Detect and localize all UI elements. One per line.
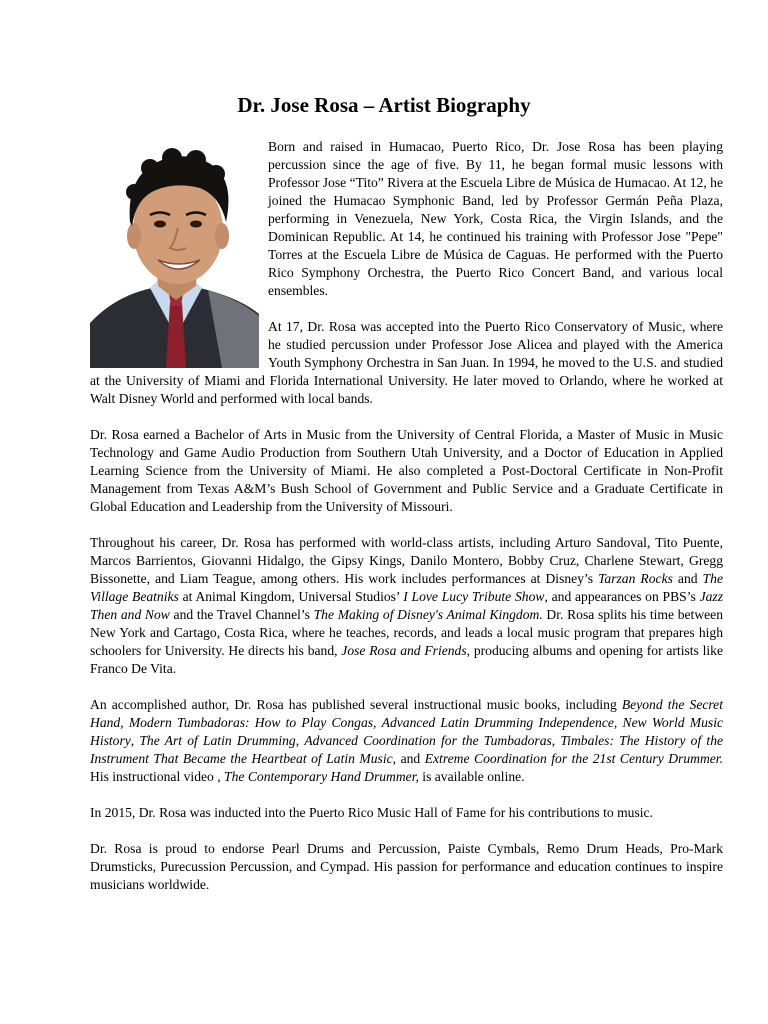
page-title: Dr. Jose Rosa – Artist Biography <box>237 93 531 117</box>
bio-paragraph-hall-of-fame: In 2015, Dr. Rosa was inducted into the Puerto Rico Music Hall of Fame for his contributions to music. <box>90 805 653 820</box>
bio-paragraph-career: Throughout his career, Dr. Rosa has performed with world-class artists, including Arturo Sandoval, Tito Puente, Marcos Barrientos, Giovanni Hidalgo, the Gipsy Kings, Danilo Montero, Bobby Cruz, Charlene Stewart, Gregg Bissonette, and Liam Teague, among others. His work includes performances at Disney’s Tarzan Rocks and The Village Beatniks at Animal Kingdom, Universal Studios’ I Love Lucy Tribute Show, and appearances on PBS’s Jazz Then and Now and the Travel Channel’s The Making of Disney's Animal Kingdom. Dr. Rosa splits his time between New York and Cartago, Costa Rica, where he teaches, records, and leads a local music program that prepares high schoolers for University. He directs his band, Jose Rosa and Friends, producing albums and opening for artists like Franco De Vita. <box>90 535 724 676</box>
biography-body <box>90 138 723 912</box>
bio-paragraph-early-life: Born and raised in Humacao, Puerto Rico, Dr. Jose Rosa has been playing percussion since the age of five. By 11, he began formal music lessons with Professor Jose “Tito” Rivera at the Escuela Libre de Música de Humacao. At 12, he joined the Humacao Symphonic Band, led by Professor Germán Peña Plaza, performing in Venezuela, New York, Costa Rica, the Virgin Islands, and the Dominican Republic. At 14, he continued his training with Professor Jose "Pepe" Torres at the Escuela Libre de Música de Caguas. He performed with the Puerto Rico Symphony Orchestra, the Puerto Rico Concert Band, and various local ensembles. <box>268 139 723 298</box>
portrait-photo <box>90 138 259 368</box>
bio-paragraph-education: Dr. Rosa earned a Bachelor of Arts in Music from the University of Central Florida, a Master of Music in Music Technology and Game Audio Production from Southern Utah University, and a Doctor of Education in Applied Learning Science from the University of Miami. He also completed a Post-Doctoral Certificate in Non-Profit Management from Texas A&M’s Bush School of Government and Public Service and a Graduate Certificate in Global Education and Leadership from the University of Missouri. <box>90 427 723 514</box>
portrait-image <box>90 138 259 368</box>
bio-paragraph-conservatory: At 17, Dr. Rosa was accepted into the Puerto Rico Conservatory of Music, where he studied percussion under Professor Jose Alicea and played with the America Youth Symphony Orchestra in San Juan. In 1994, he moved to the U.S. and studied at the University of Miami and Florida International University. He later moved to Orlando, where he worked at Walt Disney World and performed with local bands. <box>90 319 723 406</box>
bio-paragraph-author: An accomplished author, Dr. Rosa has published several instructional music books, including Beyond the Secret Hand, Modern Tumbadoras: How to Play Congas, Advanced Latin Drumming Independence, New World Music History, The Art of Latin Drumming, Advanced Coordination for the Tumbadoras, Timbales: The History of the Instrument That Became the Heartbeat of Latin Music, and Extreme Coordination for the 21st Century Drummer. His instructional video , The Contemporary Hand Drummer, is available online. <box>90 697 724 784</box>
bio-paragraph-endorsements: Dr. Rosa is proud to endorse Pearl Drums and Percussion, Paiste Cymbals, Remo Drum Heads, Pro-Mark Drumsticks, Purecussion Percussion, and Cympad. His passion for performance and education continues to inspire musicians worldwide. <box>90 841 723 892</box>
